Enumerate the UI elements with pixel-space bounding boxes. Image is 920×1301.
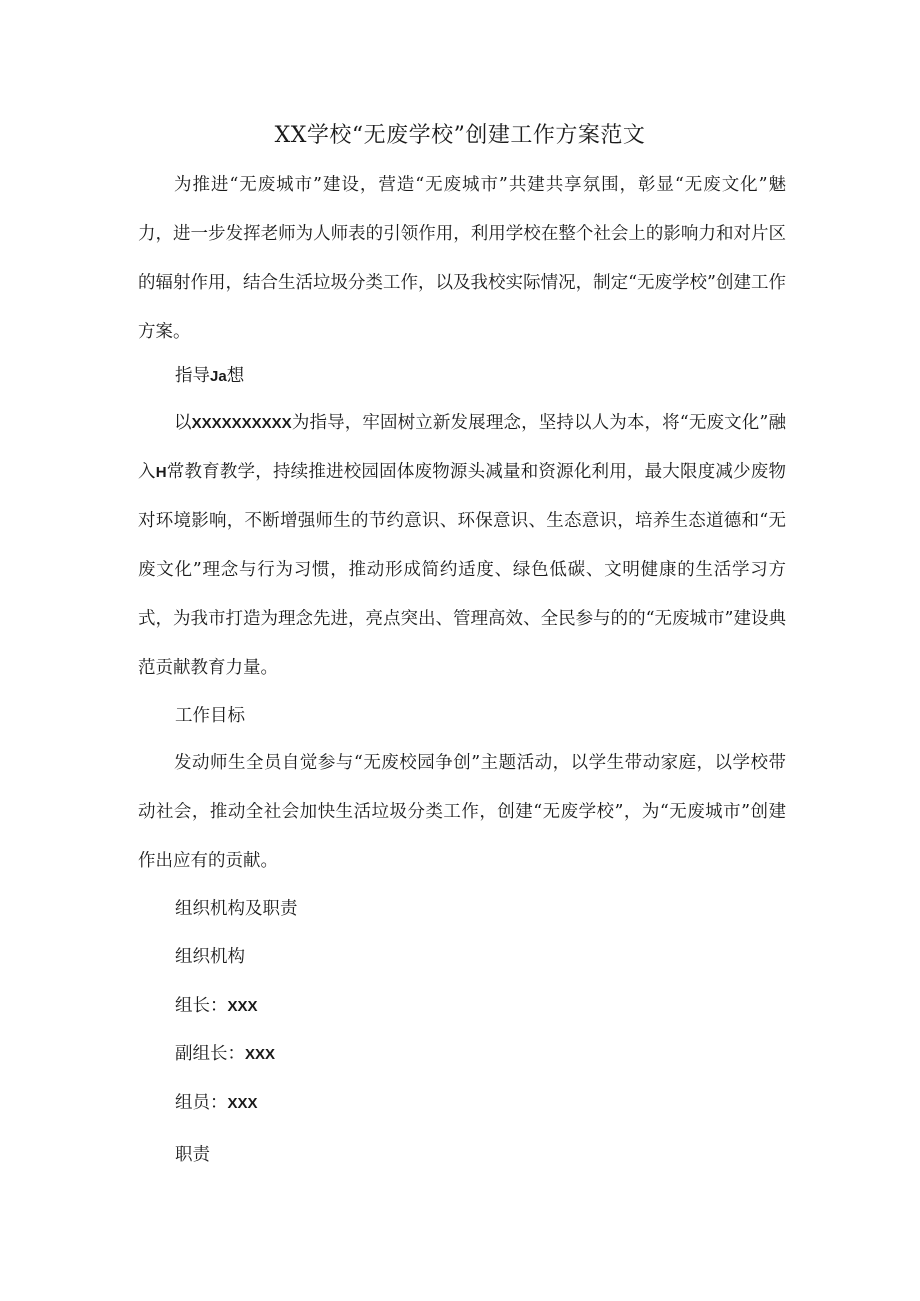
member-value: XXX [227,1095,258,1112]
intro-paragraph: 为推进“无废城市”建设，营造“无废城市”共建共享氛围，彰显“无废文化”魅力，进一步发挥老师为人师表的引领作用，利用学校在整个社会上的影响力和对片区的辐射作用，结合生活垃圾分类工作，以及我校实际情况，制定“无废学校”创建工作方案。 [138,175,786,342]
guiding-heading [175,361,244,392]
vice-leader-line [175,1039,275,1070]
duties-heading: 职责 [175,1145,210,1165]
vice-leader-label: 副组长： [175,1044,245,1064]
document-title: XX学校“无废学校”创建工作方案范文 [274,123,646,148]
guiding-placeholder: XXXXXXXXXX [191,415,292,432]
guiding-heading-part1: 指导 [175,366,210,386]
guiding-middle: 为指导，牢固树立新发展理念，坚持以人为本，将“无废文化”融入 [138,413,786,482]
member-label: 组员： [175,1093,228,1113]
goal-heading: 工作目标 [175,706,245,726]
leader-value: XXX [227,998,258,1015]
leader-line [175,991,258,1022]
guiding-rest: 常教育教学，持续推进校园固体废物源头减量和资源化利用，最大限度减少废物对环境影响，不断增强师生的节约意识、环保意识、生态意识，培养生态道德和“无废文化”理念与行为习惯，推动形成简约适度、绿色低碳、文明健康的生活学习方式，为我市打造为理念先进，亮点突出、管理高效、全民参与的的“无废城市”建设典范贡献教育力量。 [138,462,787,678]
vice-leader-value: XXX [245,1046,276,1063]
member-line [175,1088,258,1119]
guiding-prefix: 以 [174,413,192,433]
guiding-heading-part3: 想 [226,366,245,386]
guiding-h: H [155,464,167,481]
guiding-heading-part2: Ja [210,368,227,385]
org-subheading: 组织机构 [175,947,245,967]
leader-label: 组长： [175,996,228,1016]
guiding-paragraph [138,399,786,693]
goal-paragraph: 发动师生全员自觉参与“无废校园争创”主题活动，以学生带动家庭，以学校带动社会，推动全社会加快生活垃圾分类工作，创建“无废学校”，为“无废城市”创建作出应有的贡献。 [138,753,786,871]
org-heading: 组织机构及职责 [175,899,298,919]
